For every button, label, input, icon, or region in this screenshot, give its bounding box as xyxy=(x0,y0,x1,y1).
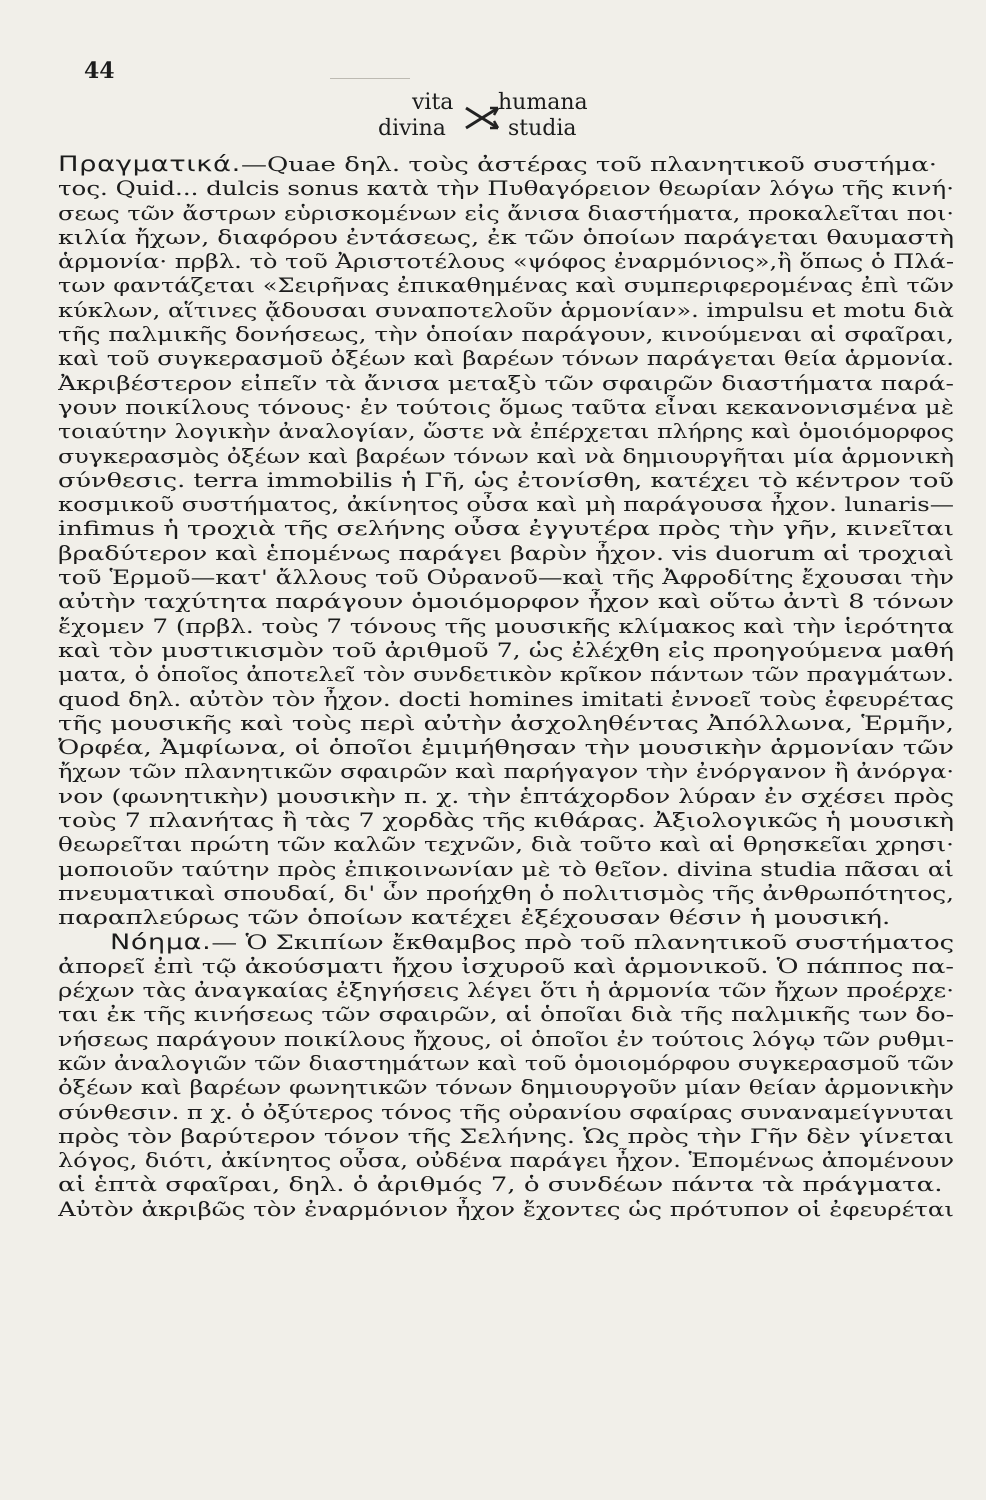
line-text: λόγος, διότι, ἀκίνητος οὖσα, οὐδένα παράγει ἦχον. Ἑπομένως ἀπομένουν xyxy=(58,1148,954,1173)
line-text: Ἀκριβέστερον εἰπεῖν τὰ ἄνισα μεταξὺ τῶν σφαιρῶν διαστήματα παρά- xyxy=(58,370,954,395)
text-line xyxy=(58,176,954,200)
page-number: 44 xyxy=(84,58,115,84)
text-line xyxy=(58,808,954,832)
line-text: σεως τῶν ἄστρων εὑρισκομένων εἰς ἄνισα διαστήματα, προκαλεῖται ποι· xyxy=(58,200,954,225)
text-line xyxy=(58,516,954,540)
line-text: πνευματικαὶ σπουδαί, δι' ὧν προήχθη ὁ πολιτισμὸς τῆς ἀνθρωπότητος, xyxy=(58,880,954,905)
line-text: σύνθεσιν. π χ. ὁ ὀξύτερος τόνος τῆς οὐρανίου σφαίρας συναναμείγνυται xyxy=(58,1099,954,1124)
text-line xyxy=(58,1197,954,1221)
text-line xyxy=(58,1148,954,1172)
line-text: σύνθεσις. terra immobilis ἡ Γῆ, ὡς ἐτονίσθη, κατέχει τὸ κέντρον τοῦ xyxy=(58,467,954,492)
line-text: των φαντάζεται «Σειρῆνας ἐπικαθημένας καὶ συμπεριφερομένας ἐπὶ τῶν xyxy=(58,273,954,298)
line-text: νον (φωνητικὴν) μουσικὴν π. χ. τὴν ἑπτάχορδον λύραν ἐν σχέσει πρὸς xyxy=(58,783,954,808)
text-line xyxy=(58,298,954,322)
text-line xyxy=(58,346,954,370)
line-text: Ὀρφέα, Ἀμφίωνα, οἱ ὁποῖοι ἐμιμήθησαν τὴν μουσικὴν ἁρμονίαν τῶν xyxy=(58,735,954,760)
text-line xyxy=(58,954,954,978)
line-text: ὀξέων καὶ βαρέων φωνητικῶν τόνων δημιουργοῦν μίαν θείαν ἁρμονικὴν xyxy=(58,1075,954,1100)
line-text: καὶ τοῦ συγκερασμοῦ ὀξέων καὶ βαρέων τόνων παράγεται θεία ἁρμονία. xyxy=(58,346,954,371)
text-line xyxy=(58,638,954,662)
text-line xyxy=(58,832,954,856)
line-text: τοὺς 7 πλανήτας ἢ τὰς 7 χορδὰς τῆς κιθάρας. Ἀξιολογικῶς ἡ μουσικὴ xyxy=(58,808,954,833)
text-line xyxy=(58,419,954,443)
line-text: τοιαύτην λογικὴν ἀναλογίαν, ὥστε νὰ ἐπέρχεται πλήρης καὶ ὁμοιόμορφος xyxy=(58,419,954,444)
text-line xyxy=(58,444,954,468)
line-text: παραπλεύρως τῶν ὁποίων κατέχει ἐξέχουσαν θέσιν ἡ μουσική. xyxy=(58,905,891,930)
header-rule xyxy=(330,78,410,79)
text-line xyxy=(58,1051,954,1075)
line-text: κῶν ἀναλογιῶν τῶν διαστημάτων καὶ τοῦ ὁμοιομόρφου συγκερασμοῦ τῶν xyxy=(58,1050,954,1075)
line-text: ματα, ὁ ὁποῖος ἀποτελεῖ τὸν συνδετικὸν κρῖκον πάντων τῶν πραγμάτων. xyxy=(58,662,954,687)
line-text: κοσμικοῦ συστήματος, ἀκίνητος οὖσα καὶ μὴ παράγουσα ἦχον. lunaris— xyxy=(58,492,954,517)
text-line xyxy=(58,249,954,273)
text-line xyxy=(58,711,954,735)
line-text: κιλία ἤχων, διαφόρου ἐντάσεως, ἐκ τῶν ὁποίων παράγεται θαυμαστὴ xyxy=(58,224,954,249)
text-line xyxy=(58,905,954,929)
line-text: —Quae δηλ. τοὺς ἀστέρας τοῦ πλανητικοῦ συστήμα· xyxy=(240,152,938,176)
text-line xyxy=(58,784,954,808)
emblem-word-divina: divina xyxy=(378,116,446,141)
text-line xyxy=(58,225,954,249)
text-line xyxy=(58,273,954,297)
text-line xyxy=(58,881,954,905)
line-text: Αὐτὸν ἀκριβῶς τὸν ἐναρμόνιον ἦχον ἔχοντες ὡς πρότυπον οἱ ἐφευρέται xyxy=(58,1196,954,1221)
text-line xyxy=(58,1075,954,1099)
line-text: τος. Quid... dulcis sonus κατὰ τὴν Πυθαγόρειον θεωρίαν λόγω τῆς κινή· xyxy=(58,176,954,201)
text-line xyxy=(58,759,954,783)
line-text: ἁρμονία· πρβλ. τὸ τοῦ Ἀριστοτέλους «ψόφος ἐναρμόνιος»,ἢ ὅπως ὁ Πλά- xyxy=(58,249,954,274)
line-text: αὐτὴν ταχύτητα παράγουν ὁμοιόμορφον ἦχον καὶ οὕτω ἀντὶ 8 τόνων xyxy=(58,589,954,614)
text-line xyxy=(58,541,954,565)
line-text: ται ἐκ τῆς κινήσεως τῶν σφαιρῶν, αἱ ὁποῖαι διὰ τῆς παλμικῆς των δο- xyxy=(58,1002,954,1027)
line-text: αἱ ἑπτὰ σφαῖραι, δηλ. ὁ ἀριθμός 7, ὁ συνδέων πάντα τὰ πράγματα. xyxy=(58,1172,943,1197)
line-text: quod δηλ. αὐτὸν τὸν ἦχον. docti homines imitati ἐννοεῖ τοὺς ἐφευρέτας xyxy=(58,686,954,711)
text-line xyxy=(58,1172,954,1196)
line-text: infimus ἡ τροχιὰ τῆς σελήνης οὖσα ἐγγυτέρα πρὸς τὴν γῆν, κινεῖται xyxy=(58,516,954,541)
line-text: μοποιοῦν ταύτην πρὸς ἐπικοινωνίαν μὲ τὸ θεῖον. divina studia πᾶσαι αἱ xyxy=(58,856,954,881)
emblem-word-humana: humana xyxy=(498,90,588,115)
line-text: θεωρεῖται πρώτη τῶν καλῶν τεχνῶν, διὰ τοῦτο καὶ αἱ θρησκεῖαι χρησι· xyxy=(58,832,954,857)
text-line xyxy=(58,468,954,492)
commentary-text xyxy=(58,152,954,1221)
text-line xyxy=(58,978,954,1002)
line-text: τοῦ Ἑρμοῦ—κατ' ἄλλους τοῦ Οὐρανοῦ—καὶ τῆς Ἀφροδίτης ἔχουσαι τὴν xyxy=(58,565,954,590)
line-text: ἀπορεῖ ἐπὶ τῷ ἀκούσματι ἤχου ἰσχυροῦ καὶ ἁρμονικοῦ. Ὁ πάππος πα- xyxy=(58,953,954,978)
text-line xyxy=(58,1124,954,1148)
text-line xyxy=(58,930,954,954)
text-line xyxy=(58,201,954,225)
text-line xyxy=(58,152,954,176)
text-line xyxy=(58,1002,954,1026)
line-text: καὶ τὸν μυστικισμὸν τοῦ ἀριθμοῦ 7, ὡς ἐλέχθη εἰς προηγούμενα μαθή xyxy=(58,637,954,662)
line-text: κύκλων, αἵτινες ᾄδουσαι συναποτελοῦν ἁρμονίαν». impulsu et motu διὰ xyxy=(58,297,954,322)
line-text: ἤχων τῶν πλανητικῶν σφαιρῶν καὶ παρήγαγον τὴν ἐνόργανον ἢ ἀνόργα· xyxy=(58,759,954,784)
emblem xyxy=(360,90,660,150)
line-text: γουν ποικίλους τόνους· ἐν τούτοις ὅμως ταῦτα εἶναι κεκανονισμένα μὲ xyxy=(58,394,954,419)
line-text: βραδύτερον καὶ ἑπομένως παράγει βαρὺν ἦχον. vis duorum αἱ τροχιαὶ xyxy=(58,540,954,565)
line-text: νήσεως παράγουν ποικίλους ἤχους, οἱ ὁποῖοι ἐν τούτοις λόγῳ τῶν ρυθμι- xyxy=(58,1026,954,1051)
text-line xyxy=(58,565,954,589)
text-line xyxy=(58,1100,954,1124)
text-line xyxy=(58,662,954,686)
line-text: — Ὁ Σκιπίων ἔκθαμβος πρὸ τοῦ πλανητικοῦ συστήματος xyxy=(211,929,954,954)
line-text: ἔχομεν 7 (πρβλ. τοὺς 7 τόνους τῆς μουσικῆς κλίμακος καὶ τὴν ἱερότητα xyxy=(58,613,954,638)
text-line xyxy=(58,371,954,395)
section-heading: Νόημα. xyxy=(110,929,212,954)
text-line xyxy=(58,1027,954,1051)
text-line xyxy=(58,687,954,711)
line-text: ρέχων τὰς ἀναγκαίας ἐξηγήσεις λέγει ὅτι ἡ ἁρμονία τῶν ἤχων προέρχε· xyxy=(58,978,954,1003)
text-line xyxy=(58,614,954,638)
text-line xyxy=(58,395,954,419)
text-line xyxy=(58,589,954,613)
text-line xyxy=(58,735,954,759)
line-text: τῆς παλμικῆς δονήσεως, τὴν ὁποίαν παράγουν, κινούμεναι αἱ σφαῖραι, xyxy=(58,322,954,347)
section-heading: Πραγματικά. xyxy=(58,152,241,176)
line-text: πρὸς τὸν βαρύτερον τόνον τῆς Σελήνης. Ὡς πρὸς τὴν Γῆν δὲν γίνεται xyxy=(58,1123,954,1148)
text-line xyxy=(58,322,954,346)
crossed-arrows-icon xyxy=(462,98,502,138)
text-line xyxy=(58,492,954,516)
emblem-word-vita: vita xyxy=(412,90,454,115)
text-line xyxy=(58,857,954,881)
emblem-word-studia: studia xyxy=(508,116,577,141)
line-text: συγκερασμὸς ὀξέων καὶ βαρέων τόνων καὶ νὰ δημιουργῆται μία ἁρμονικὴ xyxy=(58,443,954,468)
line-text: τῆς μουσικῆς καὶ τοὺς περὶ αὐτὴν ἀσχοληθέντας Ἀπόλλωνα, Ἑρμῆν, xyxy=(58,710,954,735)
